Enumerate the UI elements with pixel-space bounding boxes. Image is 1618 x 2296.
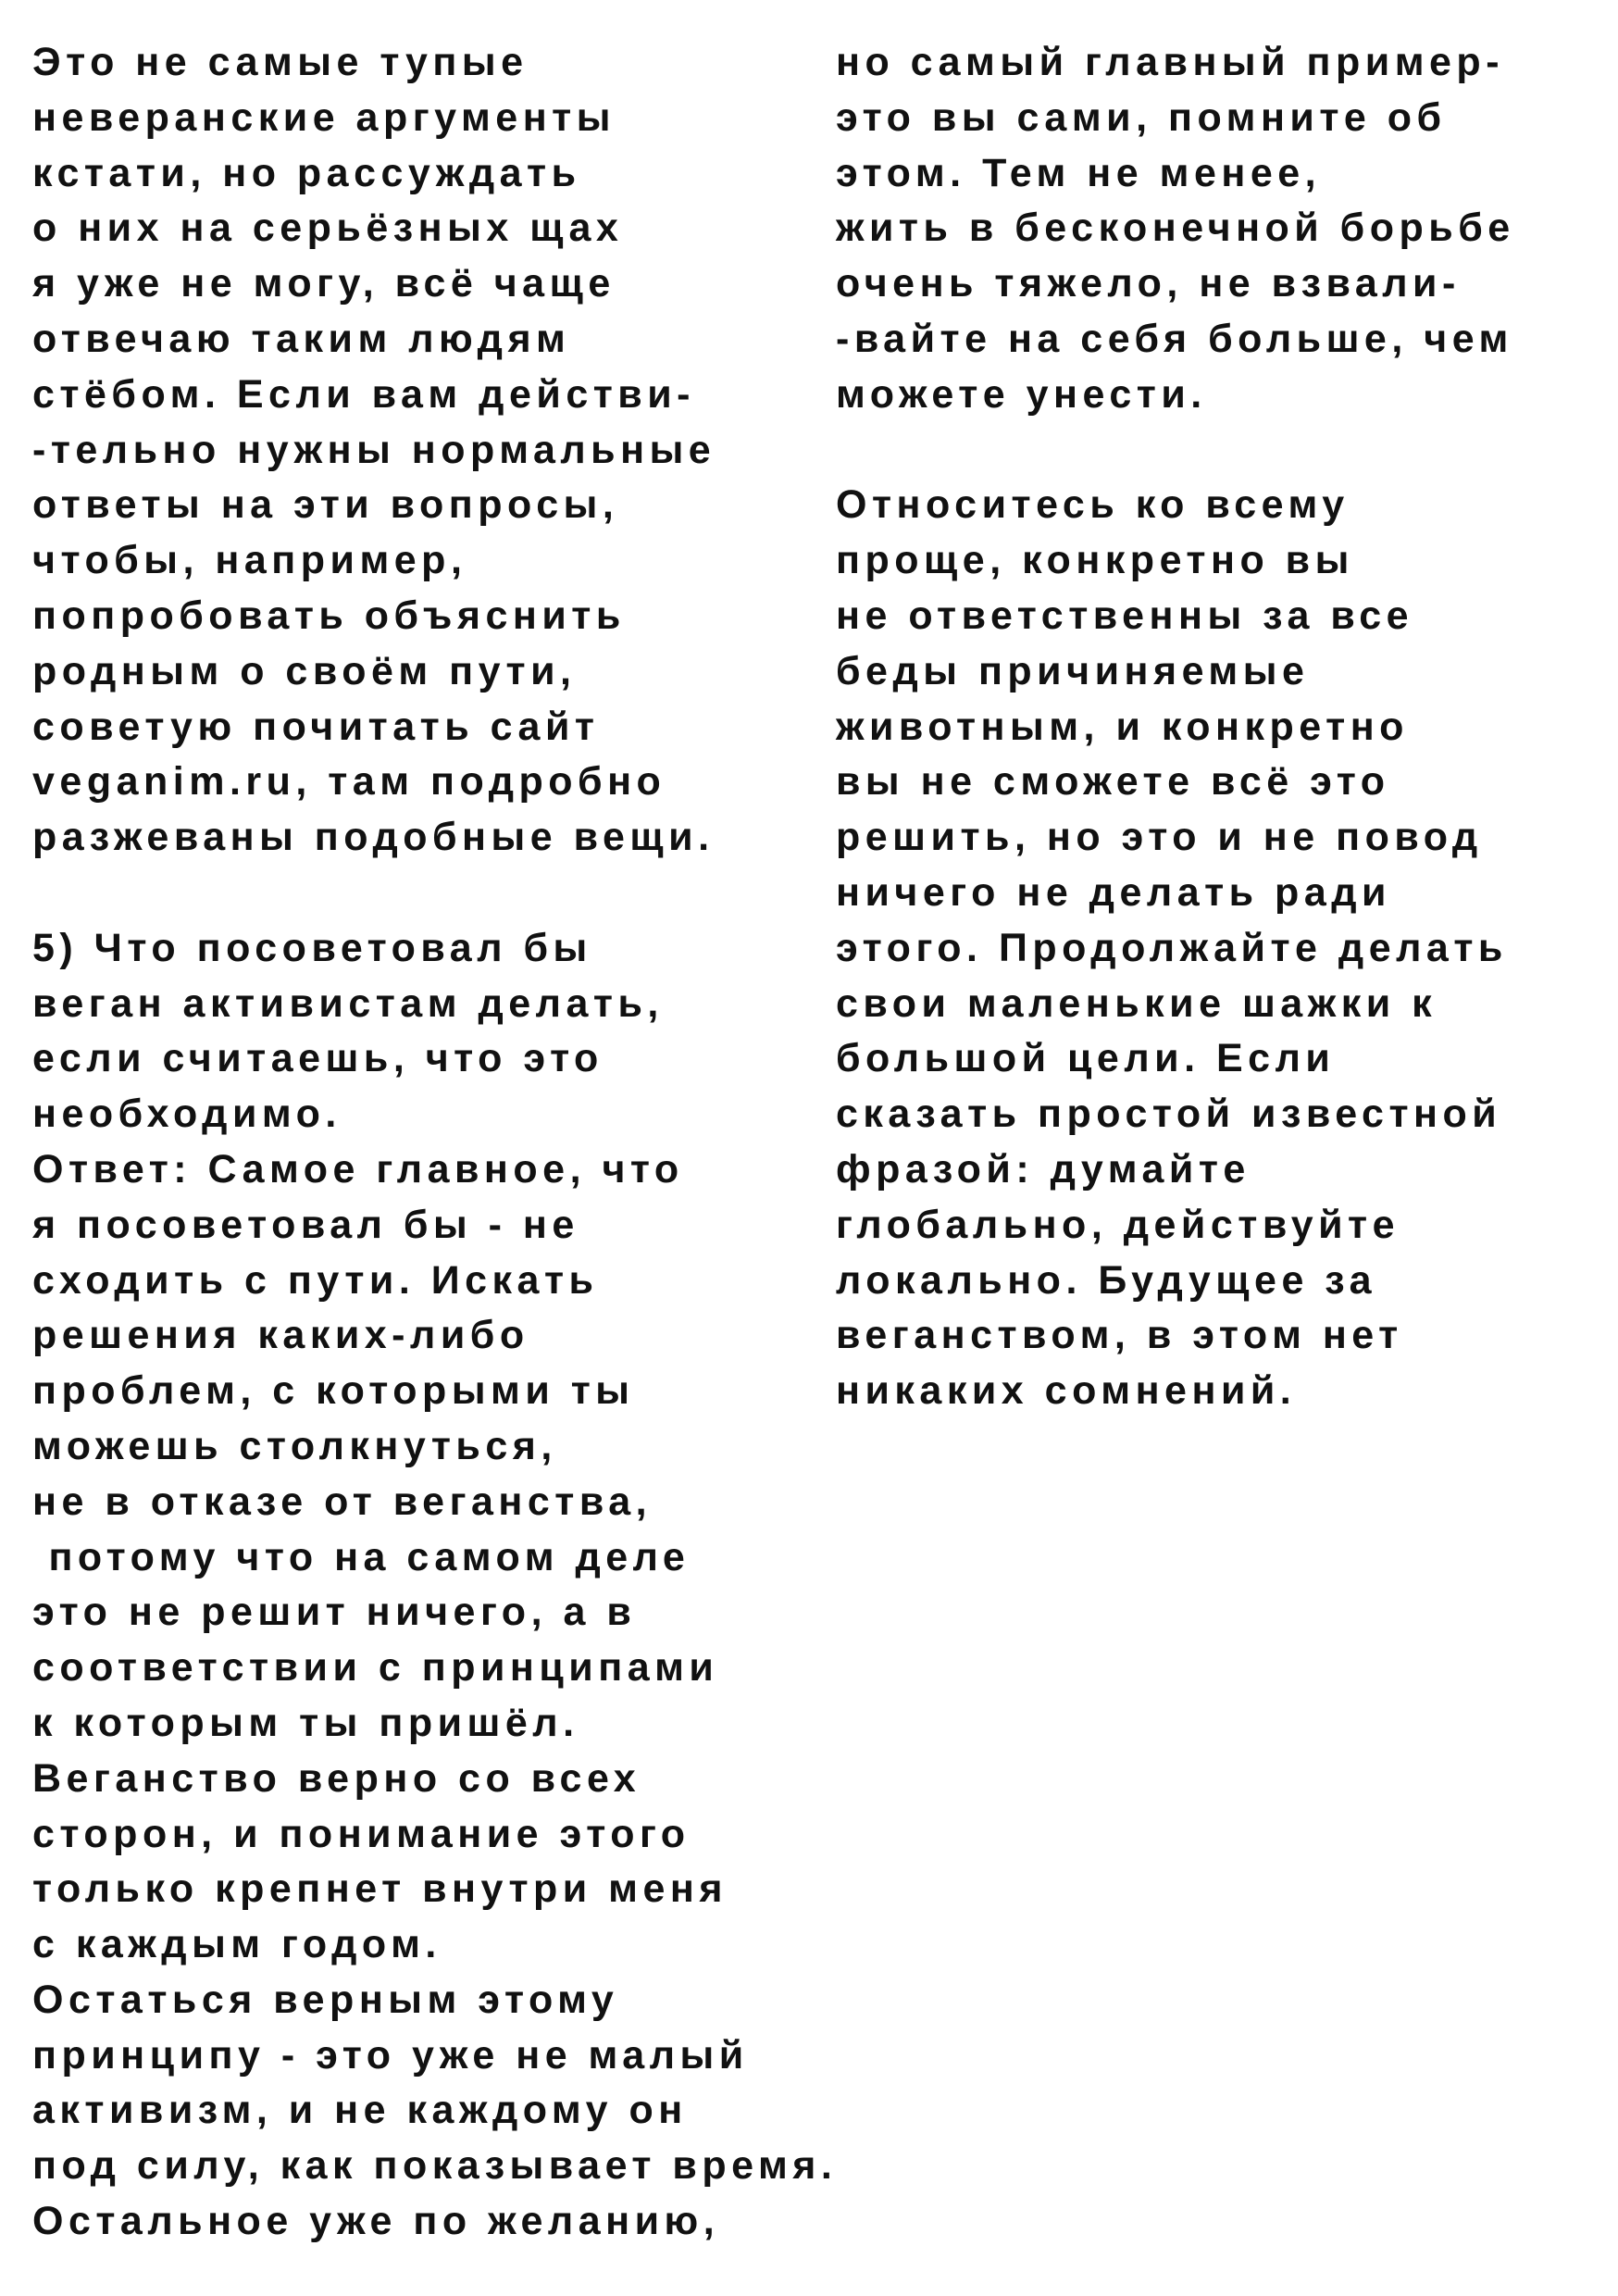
text-line: разжеваны подобные вещи. xyxy=(32,815,715,860)
text-column-right xyxy=(836,35,1613,1419)
text-line: это вы сами, помните об xyxy=(836,94,1447,140)
text-line: это не решит ничего, а в xyxy=(32,1590,637,1635)
text-line: я посоветовал бы - не xyxy=(32,1202,579,1247)
text-line: фразой: думайте xyxy=(836,1146,1251,1192)
text-line: свои маленькие шажки к xyxy=(836,980,1438,1026)
text-line: вы не сможете всё это xyxy=(836,759,1390,805)
text-line: я уже не могу, всё чаще xyxy=(32,261,616,306)
text-column-left xyxy=(32,35,838,2250)
text-line: 5) Что посоветовал бы xyxy=(32,925,592,970)
text-line: ответы на эти вопросы, xyxy=(32,482,619,528)
text-line: никаких сомнений. xyxy=(836,1368,1297,1414)
text-line: не в отказе от веганства, xyxy=(32,1479,653,1524)
text-line: необходимо. xyxy=(32,1092,342,1137)
text-line: о них на серьёзных щах xyxy=(32,206,624,251)
text-line: жить в бесконечной борьбе xyxy=(836,206,1515,251)
text-line: животным, и конкретно xyxy=(836,704,1409,749)
text-line: решения каких-либо xyxy=(32,1313,529,1358)
text-line: можешь столкнуться, xyxy=(32,1423,557,1468)
text-line: соответствии с принципами xyxy=(32,1645,719,1691)
text-line: сходить с пути. Искать xyxy=(32,1257,599,1303)
text-line: сторон, и понимание этого xyxy=(32,1811,691,1856)
text-line: веган активистам делать, xyxy=(32,980,664,1026)
text-line: проще, конкретно вы xyxy=(836,538,1354,583)
text-line: этого. Продолжайте делать xyxy=(836,925,1508,970)
text-line: Относитесь ко всему xyxy=(836,482,1350,528)
text-line: Ответ: Самое главное, что xyxy=(32,1146,684,1192)
text-line: Веганство верно со всех xyxy=(32,1755,641,1801)
text-line: стёбом. Если вам действи- xyxy=(32,371,695,417)
text-line: под силу, как показывает время. xyxy=(32,2143,838,2189)
text-line: неверанские аргументы xyxy=(32,94,616,140)
text-line: Остаться верным этому xyxy=(32,1977,619,2022)
text-line: -вайте на себя больше, чем xyxy=(836,316,1513,361)
text-line xyxy=(836,423,1613,479)
text-line: большой цели. Если xyxy=(836,1036,1336,1081)
text-line: потому что на самом деле xyxy=(32,1534,691,1579)
text-line: отвечаю таким людям xyxy=(32,316,571,361)
text-line: -тельно нужны нормальные xyxy=(32,427,716,472)
text-line: этом. Тем не менее, xyxy=(836,150,1322,195)
text-line: сказать простой известной xyxy=(836,1092,1502,1137)
text-line: Остальное уже по желанию, xyxy=(32,2199,720,2244)
text-line: ничего не делать ради xyxy=(836,869,1391,915)
text-line: локально. Будущее за xyxy=(836,1257,1377,1303)
text-line: с каждым годом. xyxy=(32,1922,442,1967)
text-line: принципу - это уже не малый xyxy=(32,2032,749,2078)
text-line: глобально, действуйте xyxy=(836,1202,1400,1247)
text-line: беды причиняемые xyxy=(836,648,1310,693)
text-line: veganim.ru, там подробно xyxy=(32,759,666,805)
text-line: веганством, в этом нет xyxy=(836,1313,1403,1358)
text-line: только крепнет внутри меня xyxy=(32,1866,728,1912)
text-line: Это не самые тупые xyxy=(32,40,529,84)
text-line: проблем, с которыми ты xyxy=(32,1368,635,1414)
text-line: советую почитать сайт xyxy=(32,704,600,749)
text-line: очень тяжело, не взвали- xyxy=(836,261,1461,306)
text-line: чтобы, например, xyxy=(32,538,467,583)
text-line: к которым ты пришёл. xyxy=(32,1700,579,1745)
text-line: кстати, но рассуждать xyxy=(32,150,581,195)
text-line: если считаешь, что это xyxy=(32,1036,604,1081)
text-line: активизм, и не каждому он xyxy=(32,2088,688,2133)
text-line: решить, но это и не повод xyxy=(836,815,1483,860)
text-line xyxy=(32,866,828,921)
text-line: не ответственны за все xyxy=(836,593,1414,638)
text-line: родным о своём пути, xyxy=(32,648,577,693)
text-line: попробовать объяснить xyxy=(32,593,626,638)
text-line: но самый главный пример- xyxy=(836,40,1505,84)
text-line: можете унести. xyxy=(836,371,1207,417)
